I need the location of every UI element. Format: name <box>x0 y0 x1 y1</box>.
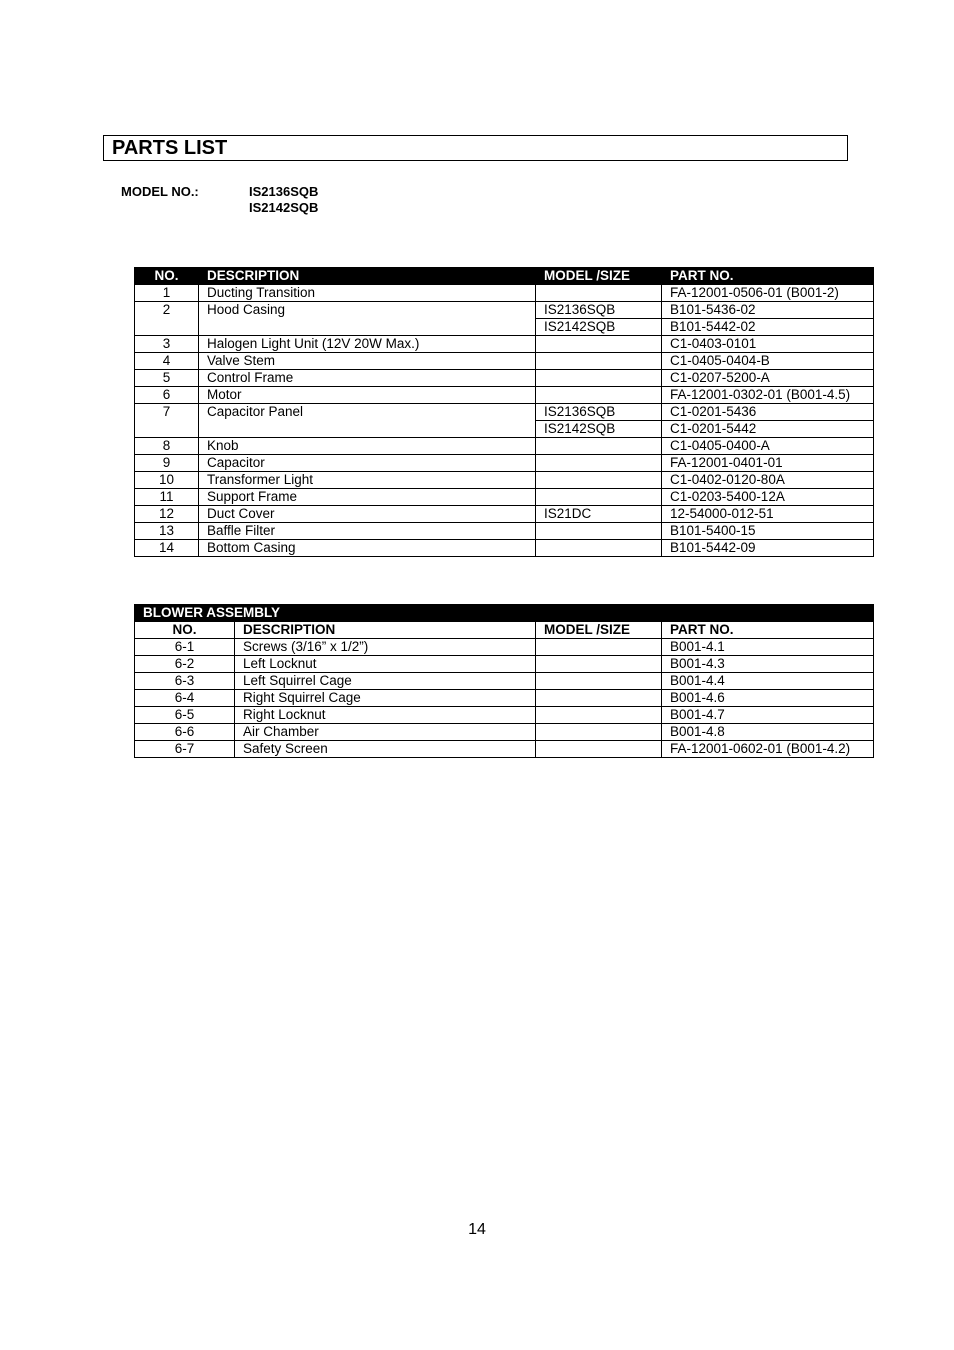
blower-table-row <box>135 724 874 741</box>
cell-part-no: C1-0203-5400-12A <box>662 489 874 506</box>
cell-model-size: IS2136SQB <box>536 404 662 421</box>
parts-table-row <box>135 353 874 370</box>
cell-part-no: FA-12001-0302-01 (B001-4.5) <box>662 387 874 404</box>
cell-description: Right Locknut <box>235 707 536 724</box>
cell-model-size <box>536 707 662 724</box>
parts-table-row <box>135 319 874 336</box>
cell-part-no: B001-4.6 <box>662 690 874 707</box>
cell-description: Bottom Casing <box>199 540 536 557</box>
cell-model-size <box>536 472 662 489</box>
cell-part-no: C1-0207-5200-A <box>662 370 874 387</box>
blower-col-header-model-size: MODEL /SIZE <box>536 622 662 639</box>
cell-model-size <box>536 540 662 557</box>
blower-table-row <box>135 741 874 758</box>
cell-part-no: FA-12001-0401-01 <box>662 455 874 472</box>
cell-description: Motor <box>199 387 536 404</box>
cell-part-no: FA-12001-0602-01 (B001-4.2) <box>662 741 874 758</box>
cell-no: 6-2 <box>135 656 235 673</box>
parts-table-header <box>135 268 874 285</box>
cell-description: Capacitor Panel <box>199 404 536 421</box>
parts-table-row <box>135 540 874 557</box>
blower-assembly-table <box>134 604 874 758</box>
cell-no: 6-6 <box>135 724 235 741</box>
cell-model-size <box>536 336 662 353</box>
parts-table-row <box>135 438 874 455</box>
cell-description <box>199 319 536 336</box>
parts-table-row <box>135 506 874 523</box>
cell-model-size <box>536 455 662 472</box>
cell-description: Halogen Light Unit (12V 20W Max.) <box>199 336 536 353</box>
cell-part-no: FA-12001-0506-01 (B001-2) <box>662 285 874 302</box>
parts-table-row <box>135 404 874 421</box>
cell-model-size <box>536 370 662 387</box>
cell-part-no: B101-5442-02 <box>662 319 874 336</box>
cell-part-no: B001-4.7 <box>662 707 874 724</box>
cell-part-no: C1-0402-0120-80A <box>662 472 874 489</box>
cell-no: 6 <box>135 387 199 404</box>
cell-part-no: B101-5442-09 <box>662 540 874 557</box>
parts-table-row <box>135 285 874 302</box>
parts-table-row <box>135 421 874 438</box>
col-header-model-size: MODEL /SIZE <box>536 268 662 285</box>
cell-model-size: IS2142SQB <box>536 319 662 336</box>
cell-no: 11 <box>135 489 199 506</box>
cell-no: 10 <box>135 472 199 489</box>
parts-table-row <box>135 336 874 353</box>
cell-no: 3 <box>135 336 199 353</box>
blower-table-row <box>135 690 874 707</box>
cell-description: Ducting Transition <box>199 285 536 302</box>
cell-no: 6-1 <box>135 639 235 656</box>
cell-model-size <box>536 639 662 656</box>
cell-description: Knob <box>199 438 536 455</box>
parts-list-title-box <box>103 135 848 161</box>
cell-no: 5 <box>135 370 199 387</box>
blower-table-row <box>135 673 874 690</box>
cell-model-size <box>536 690 662 707</box>
cell-part-no: B001-4.1 <box>662 639 874 656</box>
parts-table-row <box>135 472 874 489</box>
cell-no <box>135 319 199 336</box>
cell-no: 13 <box>135 523 199 540</box>
cell-description: Support Frame <box>199 489 536 506</box>
cell-no: 6-4 <box>135 690 235 707</box>
model-label: MODEL NO.: <box>121 184 199 199</box>
parts-table-row <box>135 387 874 404</box>
col-header-description: DESCRIPTION <box>199 268 536 285</box>
cell-no: 8 <box>135 438 199 455</box>
cell-description: Right Squirrel Cage <box>235 690 536 707</box>
cell-no: 1 <box>135 285 199 302</box>
cell-part-no: B101-5400-15 <box>662 523 874 540</box>
page-title: PARTS LIST <box>112 137 228 159</box>
blower-table-row <box>135 707 874 724</box>
cell-no: 6-7 <box>135 741 235 758</box>
cell-no: 9 <box>135 455 199 472</box>
cell-description: Left Locknut <box>235 656 536 673</box>
col-header-no: NO. <box>135 268 199 285</box>
cell-part-no: B001-4.3 <box>662 656 874 673</box>
cell-model-size: IS2142SQB <box>536 421 662 438</box>
cell-model-size <box>536 489 662 506</box>
cell-model-size <box>536 724 662 741</box>
cell-no: 2 <box>135 302 199 319</box>
cell-part-no: C1-0405-0404-B <box>662 353 874 370</box>
blower-col-header-no: NO. <box>135 622 235 639</box>
cell-description: Safety Screen <box>235 741 536 758</box>
cell-description: Screws (3/16” x 1/2”) <box>235 639 536 656</box>
cell-no: 6-5 <box>135 707 235 724</box>
cell-description: Duct Cover <box>199 506 536 523</box>
cell-part-no: C1-0403-0101 <box>662 336 874 353</box>
parts-table-row <box>135 489 874 506</box>
blower-assembly-title: BLOWER ASSEMBLY <box>135 605 874 622</box>
parts-table-row <box>135 302 874 319</box>
parts-table-row <box>135 370 874 387</box>
cell-no: 12 <box>135 506 199 523</box>
blower-table-header <box>135 622 874 639</box>
cell-model-size: IS21DC <box>536 506 662 523</box>
model-value-1: IS2136SQB <box>249 184 319 199</box>
cell-part-no: 12-54000-012-51 <box>662 506 874 523</box>
cell-model-size <box>536 438 662 455</box>
cell-model-size <box>536 353 662 370</box>
blower-col-header-part-no: PART NO. <box>662 622 874 639</box>
cell-part-no: B001-4.4 <box>662 673 874 690</box>
cell-model-size <box>536 285 662 302</box>
cell-description <box>199 421 536 438</box>
cell-description: Hood Casing <box>199 302 536 319</box>
cell-part-no: C1-0201-5442 <box>662 421 874 438</box>
model-value-2: IS2142SQB <box>249 200 319 215</box>
parts-table-row <box>135 523 874 540</box>
cell-part-no: C1-0405-0400-A <box>662 438 874 455</box>
cell-description: Control Frame <box>199 370 536 387</box>
cell-model-size <box>536 656 662 673</box>
cell-model-size <box>536 673 662 690</box>
page-number: 14 <box>468 1221 486 1238</box>
cell-no: 4 <box>135 353 199 370</box>
parts-table-row <box>135 455 874 472</box>
blower-table-row <box>135 639 874 656</box>
cell-part-no: B001-4.8 <box>662 724 874 741</box>
cell-description: Baffle Filter <box>199 523 536 540</box>
col-header-part-no: PART NO. <box>662 268 874 285</box>
parts-table <box>134 267 874 557</box>
cell-model-size <box>536 387 662 404</box>
cell-no <box>135 421 199 438</box>
cell-no: 7 <box>135 404 199 421</box>
cell-no: 6-3 <box>135 673 235 690</box>
cell-part-no: C1-0201-5436 <box>662 404 874 421</box>
blower-col-header-description: DESCRIPTION <box>235 622 536 639</box>
blower-table-row <box>135 656 874 673</box>
cell-description: Air Chamber <box>235 724 536 741</box>
cell-description: Transformer Light <box>199 472 536 489</box>
cell-model-size <box>536 523 662 540</box>
cell-description: Capacitor <box>199 455 536 472</box>
cell-part-no: B101-5436-02 <box>662 302 874 319</box>
blower-assembly-title-row <box>135 605 874 622</box>
cell-no: 14 <box>135 540 199 557</box>
cell-model-size <box>536 741 662 758</box>
cell-description: Left Squirrel Cage <box>235 673 536 690</box>
cell-model-size: IS2136SQB <box>536 302 662 319</box>
cell-description: Valve Stem <box>199 353 536 370</box>
